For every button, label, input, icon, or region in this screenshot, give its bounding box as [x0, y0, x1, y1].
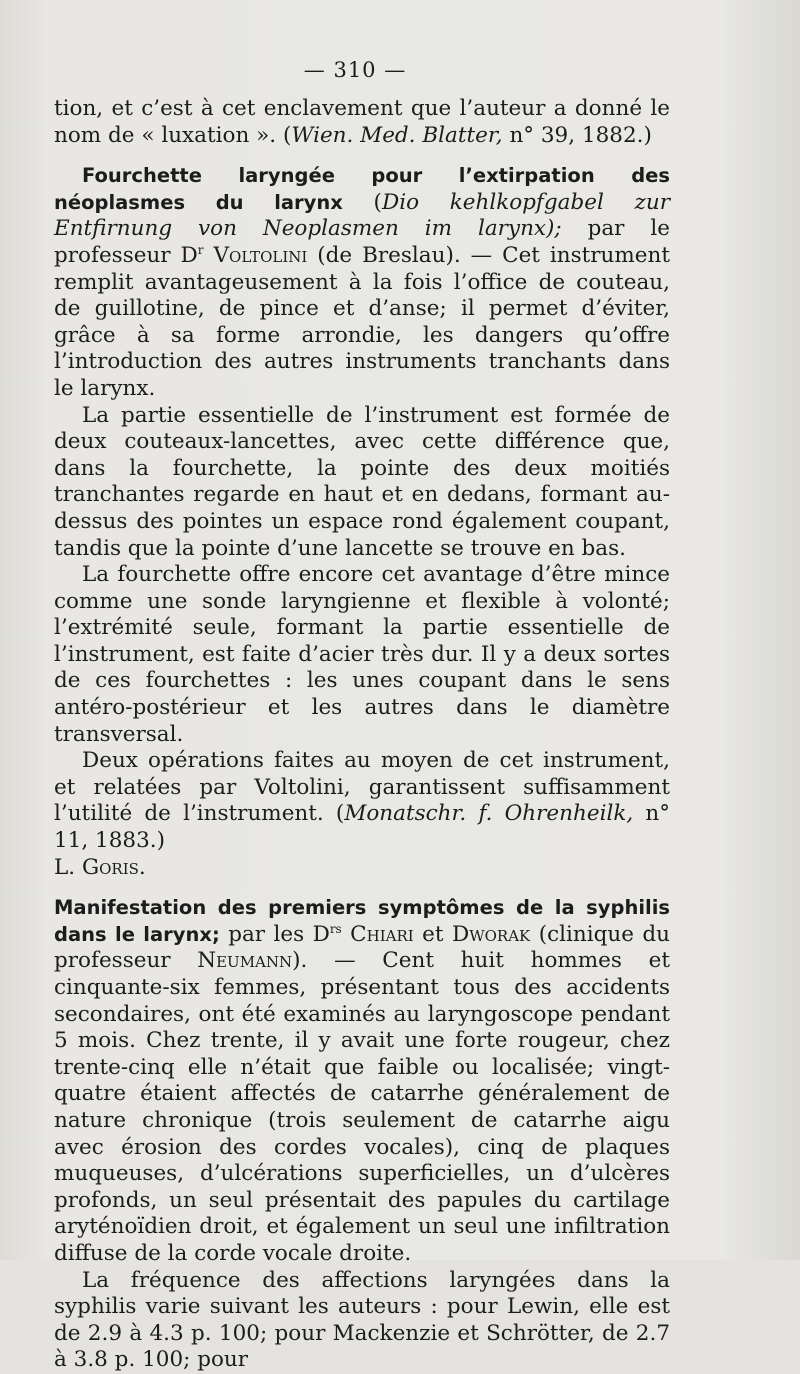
paragraph: La fréquence des affections laryngées dans la syphilis varie suivant les auteurs : pour Lewin, elle est de 2.9 à 4.3 p. 100; pour Mackenzie et Schrötter, de 2.7 à 3.8 p. 100; pour: [54, 1267, 670, 1373]
paragraph-text: tion, et c’est à cet enclavement que l’auteur a donné le nom de « luxation ». (: [54, 96, 670, 148]
conjunction: et: [413, 921, 452, 947]
author-superscript: rs: [329, 921, 342, 936]
author-prefix: par le professeur D: [54, 216, 670, 268]
author-name: Voltolini: [213, 242, 308, 268]
author-name: Dworak: [451, 921, 531, 947]
author-name: Chiari: [350, 921, 414, 947]
signature: L. Goris.: [54, 854, 146, 880]
paragraph: [54, 748, 670, 854]
article-title: Manifestation des premiers symptômes de la syphilis dans le larynx;: [54, 896, 670, 946]
paragraph: La fourchette offre encore cet avantage d’être mince comme une sonde laryngienne et flexible à volonté; l’extrémité seule, formant la partie essentielle de l’instrument, est faite d’acier très dur. Il y a deux sortes de ces fourchettes : les unes coupant dans le sens antéro-postérieur et les autres dans le diamètre transversal.: [54, 562, 670, 747]
title-separator: (: [342, 189, 382, 215]
text-column: [54, 96, 670, 1374]
citation: Wien. Med. Blatter,: [291, 122, 503, 148]
clinic-text: (clinique du professeur: [54, 921, 670, 974]
author-superscript: r: [197, 242, 204, 257]
article-title: Fourchette laryngée pour l’extirpation des néoplasmes du larynx: [54, 164, 670, 214]
professor-name: Neumann: [197, 948, 293, 974]
paragraph: La partie essentielle de l’instrument est formée de deux couteaux-lancettes, avec cette différence que, dans la fourchette, la pointe des deux moitiés tranchantes regarde en haut et en dedans, formant au-dessus des pointes un espace rond également coupant, tandis que la pointe d’une lancette se trouve en bas.: [54, 402, 670, 561]
page-number: — 310 —: [303, 58, 407, 82]
german-title: Dio kehlkopfgabel zur Entfirnung von Neoplasmen im larynx);: [54, 189, 670, 242]
paragraph-text: (de Breslau). — Cet instrument remplit avantageusement à la fois l’office de couteau, de guillotine, de pince et d’anse; il permet d’éviter, grâce à sa forme arrondie, les dangers qu’offre l’introduction des autres instruments tranchants dans le larynx.: [54, 242, 671, 401]
continued-paragraph: [54, 96, 670, 149]
article-heading-paragraph: [54, 895, 670, 1267]
paragraph-text: Deux opérations faites au moyen de cet instrument, et relatées par Voltolini, garantissent suffisamment l’utilité de l’instrument. (: [54, 748, 670, 827]
article-fourchette: [54, 163, 670, 881]
citation: Monatschr. f. Ohrenheilk,: [344, 801, 634, 827]
article-heading-paragraph: [54, 163, 670, 402]
citation-tail: n° 11, 1883.): [54, 801, 670, 854]
author-prefix: par les D: [219, 921, 330, 947]
paragraph-text: ). — Cent huit hommes et cinquante-six femmes, présentant tous des accidents secondaires, ont été examinés au laryngoscope pendant 5 mois. Chez trente, il y avait une forte rougeur, chez trente-cinq elle n’était que faible ou localisée; vingt-quatre étaient affectés de catarrhe généralement de nature chronique (trois seulement de catarrhe aigu avec érosion des cordes vocales), cinq de plaques muqueuses, d’ulcérations superficielles, un d’ulcères profonds, un seul présentait des papules du cartilage aryténoïdien droit, et également un seul une infiltration diffuse de la corde vocale droite.: [54, 948, 670, 1266]
citation-tail: n° 39, 1882.): [502, 122, 652, 148]
article-syphilis: [54, 895, 670, 1374]
